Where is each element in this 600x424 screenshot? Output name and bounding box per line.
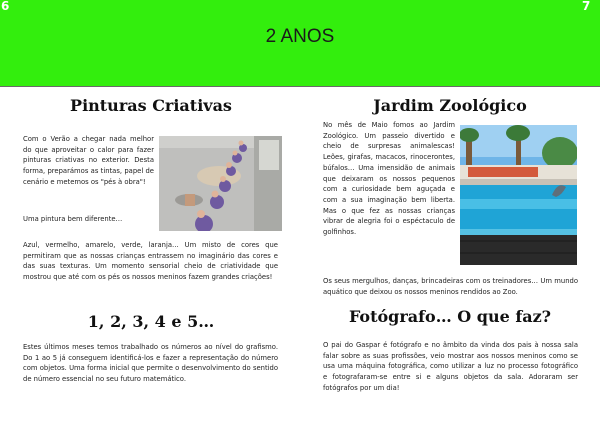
pinturas-body: Azul, vermelho, amarelo, verde, laranja… Um misto de cores que permitiram que as nossas crianças entrassem no imaginário das cores e das suas texturas. Um momento sensorial cheio de criatividade que mostrou que até com os pés os nossos meninos fazem grandes criações! bbox=[23, 241, 278, 282]
page-number-left: 6 bbox=[1, 0, 10, 13]
pinturas-tagline: Uma pintura bem diferente… bbox=[23, 215, 123, 223]
pinturas-intro: Com o Verão a chegar nada melhor do que aproveitar o calor para fazer pinturas criativas no exterior. Desta forma, preparámos as tintas, papel de cenário e metemos os "pés à obra"! bbox=[23, 135, 154, 186]
header-banner bbox=[0, 0, 600, 87]
zoo-body: Os seus mergulhos, danças, brincadeiras com os treinadores… Um mundo aquático que deixou os nossos meninos rendidos ao Zoo. bbox=[323, 277, 578, 296]
dolphin-pool-photo bbox=[460, 125, 577, 265]
dolphin-pool-illustration bbox=[460, 125, 577, 265]
banner-title: 2 ANOS bbox=[265, 26, 335, 47]
fotografo-heading: Fotógrafo… O que faz? bbox=[348, 307, 552, 326]
numeros-body: Estes últimos meses temos trabalhado os números ao nível do grafismo. Do 1 ao 5 já conseguem identificá-los e fazer a representação do número com objetos. Uma forma inicial que permite o desenvolvimento do sentido de número essencial no seu futuro matemático. bbox=[23, 343, 278, 384]
fotografo-body: O pai do Gaspar é fotógrafo e no âmbito da vinda dos pais à nossa sala falar sobre as suas profissões, veio mostrar aos nossos meninos como se usa uma máquina fotográfica, como utilizar a luz no processo fotográfico e fotografaram-se entre si e alguns objetos da sala. Adoraram ser fotógrafos por um dia! bbox=[323, 341, 578, 392]
children-painting-photo bbox=[159, 136, 282, 231]
children-painting-illustration bbox=[159, 136, 282, 231]
page-number-right: 7 bbox=[582, 0, 591, 13]
pinturas-heading: Pinturas Criativas bbox=[70, 96, 232, 115]
zoo-intro: No mês de Maio fomos ao Jardim Zoológico. Um passeio divertido e cheio de surpresas animalescas! Leões, girafas, macacos, rinocerontes, búfalos… Uma imensidão de animais que deixaram os nossos pequenos com a curiosidade bem aguçada e com a sua imaginação bem liberta. Mas o que fez as nossas crianças vibrar de alegria foi o espéctaculo de golfinhos. bbox=[323, 121, 455, 237]
numeros-heading: 1, 2, 3, 4 e 5… bbox=[87, 312, 215, 331]
zoo-heading: Jardim Zoológico bbox=[373, 96, 527, 115]
